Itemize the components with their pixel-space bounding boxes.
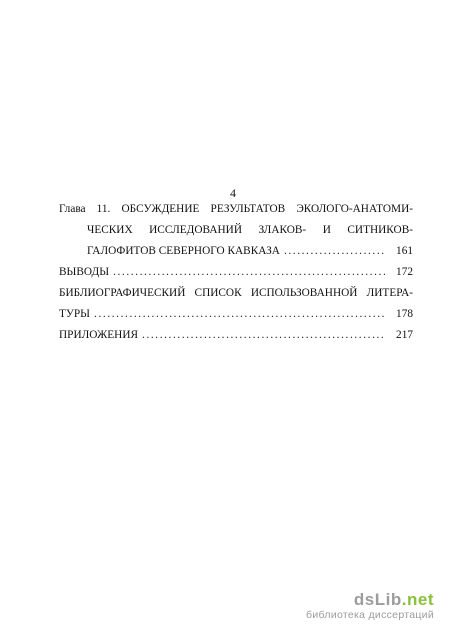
toc-entry-bibliography-line-1 [59,283,413,304]
toc-dot-leader [113,262,385,283]
toc-dot-leader [284,241,385,262]
toc-chapter-11-title-line-3: ГАЛОФИТОВ СЕВЕРНОГО КАВКАЗА [87,245,280,257]
toc-conclusions-title: ВЫВОДЫ [59,266,110,278]
toc-bibliography-title-line-2: ТУРЫ [59,308,91,320]
toc-chapter-11-page: 161 [396,245,413,257]
dslib-watermark [306,591,434,622]
toc-chapter-11-title-line-2: ЧЕСКИХ ИССЛЕДОВАНИЙ ЗЛАКОВ- И СИТНИКОВ- [87,224,413,236]
toc-bibliography-page: 178 [396,308,413,320]
toc-appendices-page: 217 [396,329,413,341]
toc-entry-conclusions [59,262,413,283]
page-number: 4 [230,186,236,200]
toc-entry-chapter-11-line-2 [59,220,413,241]
toc-conclusions-page: 172 [396,266,413,278]
table-of-contents [59,199,413,346]
dslib-logo-main: dsLib [353,590,402,609]
toc-appendices-title: ПРИЛОЖЕНИЯ [59,329,139,341]
toc-chapter-11-title-line-1: Глава 11. ОБСУЖДЕНИЕ РЕЗУЛЬТАТОВ ЭКОЛОГО-АНАТОМИ- [59,203,413,215]
toc-entry-appendices [59,325,413,346]
dslib-logo [306,591,434,609]
toc-entry-chapter-11-line-3 [59,241,413,262]
toc-entry-bibliography-line-2 [59,304,413,325]
dslib-logo-accent: .net [401,590,434,609]
toc-bibliography-title-line-1: БИБЛИОГРАФИЧЕСКИЙ СПИСОК ИСПОЛЬЗОВАННОЙ ЛИТЕРА- [59,287,413,299]
toc-dot-leader [142,325,385,346]
dslib-subtitle: библиотека диссертаций [306,609,434,621]
toc-dot-leader [94,304,385,325]
toc-entry-chapter-11-line-1 [59,199,413,220]
